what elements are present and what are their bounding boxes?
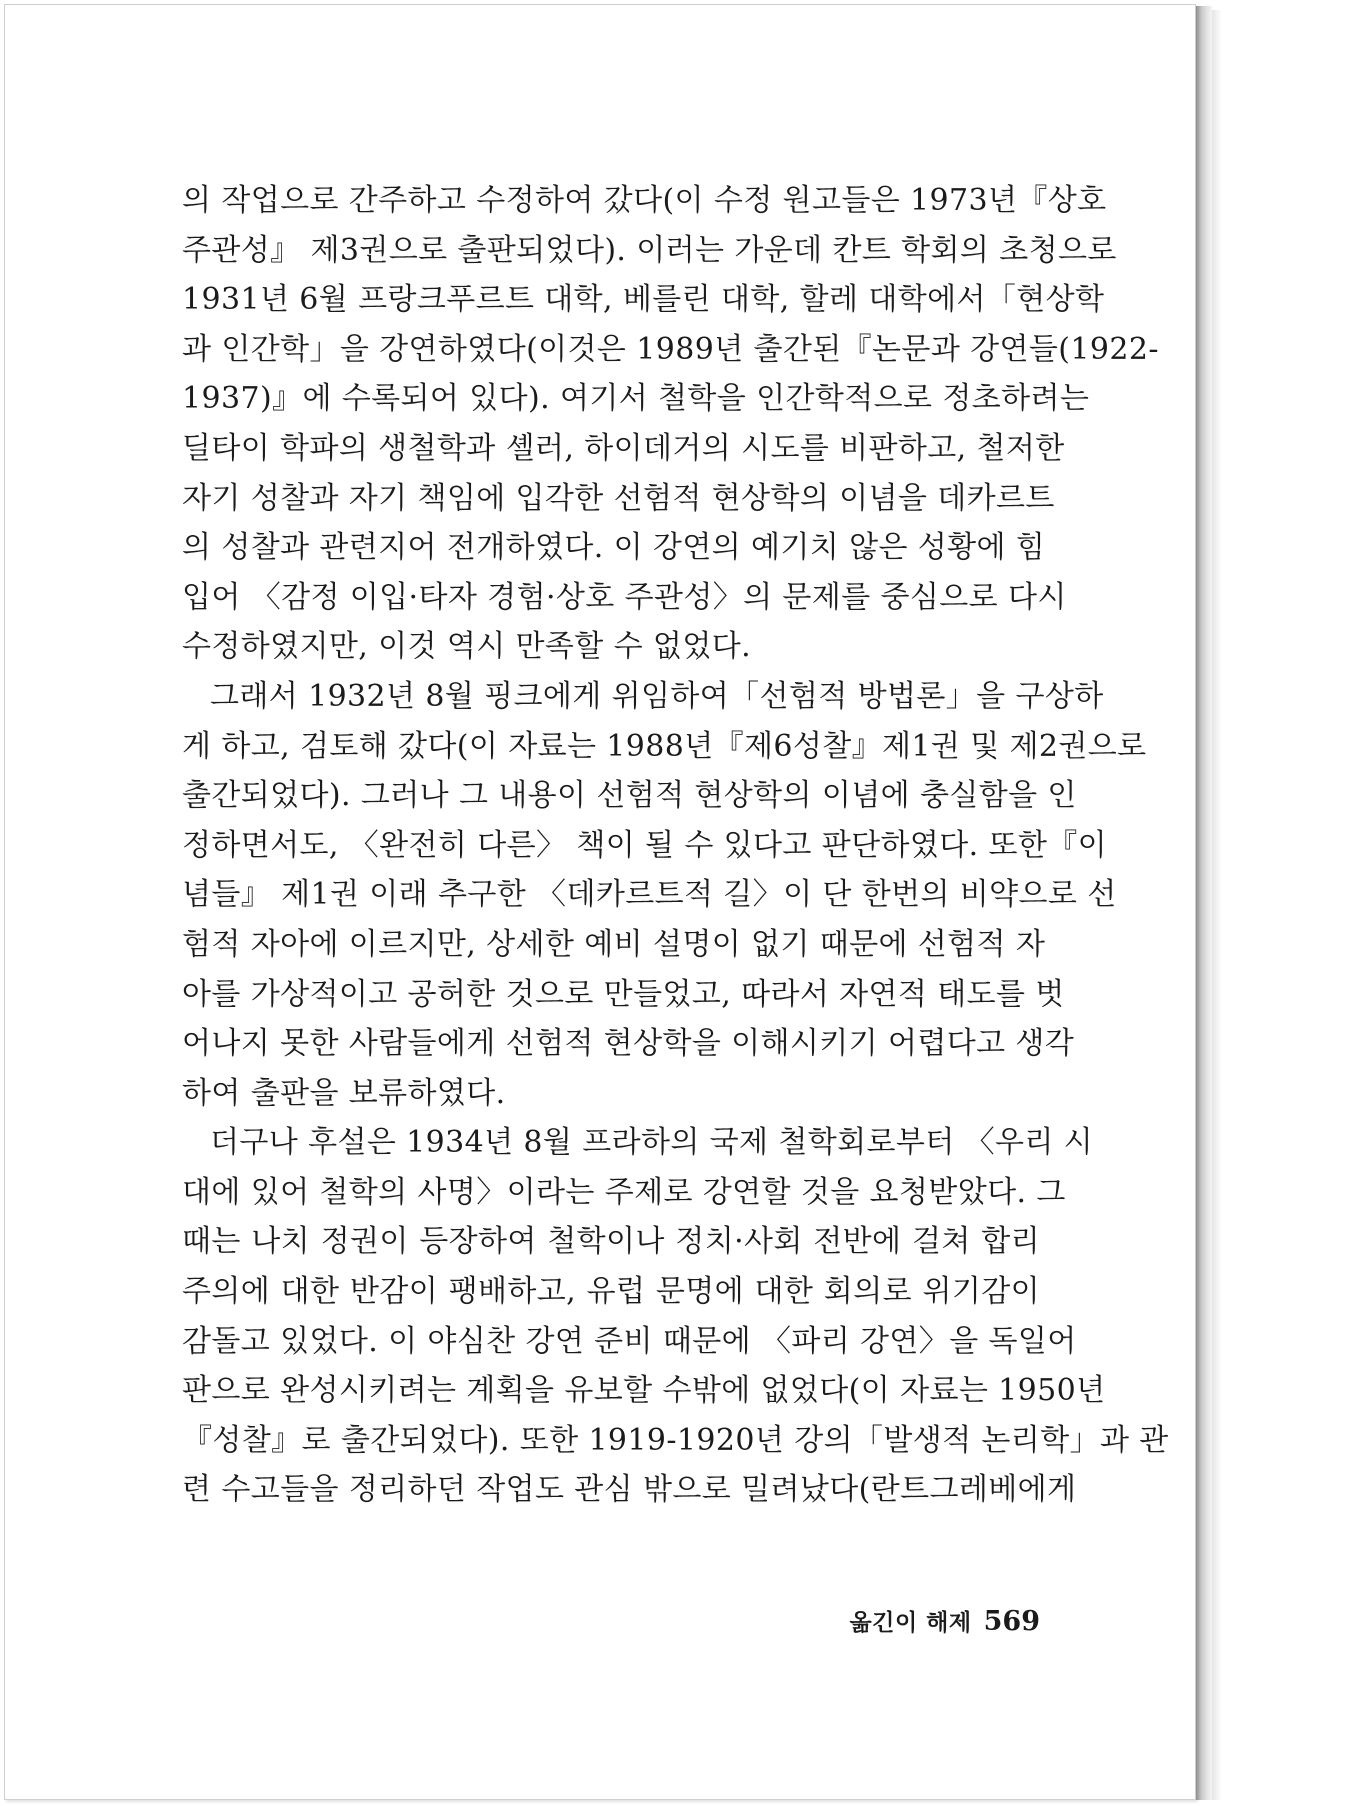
text-line: 자기 성찰과 자기 책임에 입각한 선험적 현상학의 이념을 데카르트 (182, 480, 1055, 516)
text-line: 주의에 대한 반감이 팽배하고, 유럽 문명에 대한 회의로 위기감이 (182, 1274, 1040, 1310)
text-line: 감돌고 있었다. 이 야심찬 강연 준비 때문에 〈파리 강연〉을 독일어 (182, 1323, 1077, 1359)
text-line: 하여 출판을 보류하였다. (182, 1075, 506, 1111)
text-line: 아를 가상적이고 공허한 것으로 만들었고, 따라서 자연적 태도를 벗 (182, 976, 1065, 1012)
text-line: 1937)』에 수록되어 있다). 여기서 철학을 인간학적으로 정초하려는 (182, 381, 1090, 417)
text-line: 1931년 6월 프랑크푸르트 대학, 베를린 대학, 할레 대학에서「현상학 (182, 282, 1105, 318)
text-line: 어나지 못한 사람들에게 선험적 현상학을 이해시키기 어렵다고 생각 (182, 1026, 1075, 1062)
text-line: 의 작업으로 간주하고 수정하여 갔다(이 수정 원고들은 1973년『상호 (182, 183, 1107, 218)
text-line: 게 하고, 검토해 갔다(이 자료는 1988년『제6성찰』제1권 및 제2권으로 (182, 728, 1147, 764)
text-line: 때는 나치 정권이 등장하여 철학이나 정치·사회 전반에 걸쳐 합리 (182, 1224, 1040, 1260)
text-line: 념들』 제1권 이래 추구한 〈데카르트적 길〉이 단 한번의 비약으로 선 (182, 877, 1117, 913)
text-line: 딜타이 학파의 생철학과 셸러, 하이데거의 시도를 비판하고, 철저한 (182, 430, 1065, 466)
text-line: 험적 자아에 이르지만, 상세한 예비 설명이 없기 때문에 선험적 자 (182, 926, 1046, 962)
text-line: 과 인간학」을 강연하였다(이것은 1989년 출간된『논문과 강연들(1922- (182, 331, 1159, 367)
text-line: 수정하였지만, 이것 역시 만족할 수 없었다. (182, 629, 752, 665)
text-line: 정하면서도, 〈완전히 다른〉 책이 될 수 있다고 판단하였다. 또한『이 (182, 827, 1108, 863)
page-edge-shadow (1212, 10, 1222, 1800)
text-line: 주관성』 제3권으로 출판되었다). 이러는 가운데 칸트 학회의 초청으로 (182, 232, 1117, 268)
text-line: 대에 있어 철학의 사명〉이라는 주제로 강연할 것을 요청받았다. 그 (182, 1174, 1066, 1210)
text-line: 『성찰』로 출간되었다). 또한 1919-1920년 강의「발생적 논리학」과 관 (182, 1422, 1169, 1458)
page-footer (700, 1604, 1040, 1637)
text-line: 판으로 완성시키려는 계획을 유보할 수밖에 없었다(이 자료는 1950년 (182, 1373, 1106, 1409)
body-text (182, 176, 1169, 1515)
text-line: 그래서 1932년 8월 핑크에게 위임하여「선험적 방법론」을 구상하 (210, 678, 1104, 714)
text-line: 련 수고들을 정리하던 작업도 관심 밖으로 밀려났다(란트그레베에게 (182, 1472, 1077, 1508)
text-line: 의 성찰과 관련지어 전개하였다. 이 강연의 예기치 않은 성황에 힘 (182, 530, 1046, 566)
text-line: 입어 〈감정 이입·타자 경험·상호 주관성〉의 문제를 중심으로 다시 (182, 579, 1067, 615)
text-line: 더구나 후설은 1934년 8월 프라하의 국제 철학회로부터 〈우리 시 (210, 1125, 1094, 1161)
text-line: 출간되었다). 그러나 그 내용이 선험적 현상학의 이념에 충실함을 인 (182, 778, 1077, 814)
page-edge (1196, 6, 1212, 1800)
running-footer-title: 옮긴이 해제 (849, 1610, 972, 1636)
page-number: 569 (983, 1606, 1040, 1637)
